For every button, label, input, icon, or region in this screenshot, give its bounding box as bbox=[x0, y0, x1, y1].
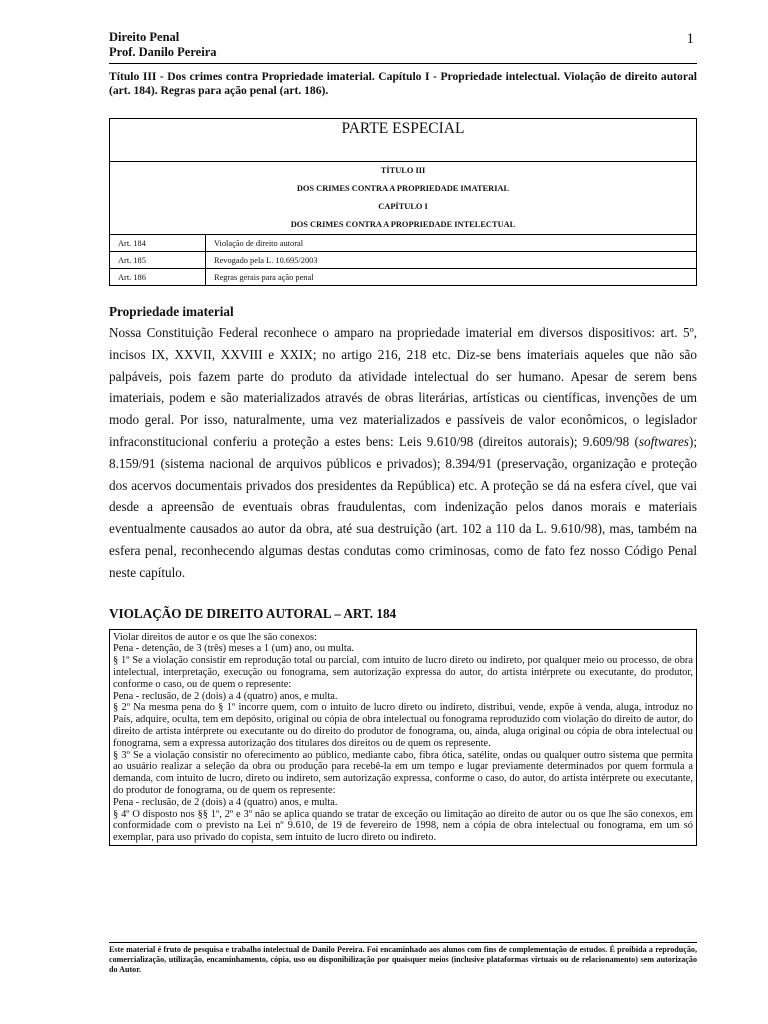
article-number: Art. 185 bbox=[110, 252, 206, 269]
article-number: Art. 186 bbox=[110, 269, 206, 286]
table-row bbox=[110, 235, 696, 252]
article-description: Violação de direito autoral bbox=[206, 235, 697, 252]
law-line: § 1º Se a violação consistir em reprodução total ou parcial, com intuito de lucro direto ou indireto, por qualquer meio ou processo, de obra intelectual, interpretação, execução ou fonograma, sem autorização expressa do autor, do artista intérprete ou executante, do produtor, conforme o caso, ou de quem o represente: bbox=[113, 655, 693, 690]
body-paragraph bbox=[109, 322, 697, 584]
section-heading-propriedade: Propriedade imaterial bbox=[109, 304, 234, 319]
title-line: DOS CRIMES CONTRA A PROPRIEDADE INTELECTUAL bbox=[290, 220, 516, 229]
law-text-box bbox=[109, 629, 697, 846]
page-number: 1 bbox=[686, 31, 694, 47]
law-line: Pena - reclusão, de 2 (dois) a 4 (quatro) anos, e multa. bbox=[113, 796, 338, 808]
document-page bbox=[109, 30, 697, 846]
article-number: Art. 184 bbox=[110, 235, 206, 252]
professor-name: Prof. Danilo Pereira bbox=[109, 45, 217, 59]
law-line: § 2º Na mesma pena do § 1º incorre quem, com o intuito de lucro direto ou indireto, distribui, vende, expõe à venda, aluga, introduz no País, adquire, oculta, tem em depósito, original ou cópia de obra intelectual ou fonograma reproduzido com violação do direito de autor, do direito de artista intérprete ou executante ou do direito do produtor de fonograma, ou, ainda, aluga original ou cópia de obra intelectual ou fonograma, sem a expressa autorização dos titulares dos direitos ou de quem os represente. bbox=[113, 702, 693, 749]
copyright-footer bbox=[109, 942, 697, 975]
law-line: § 4º O disposto nos §§ 1º, 2º e 3º não se aplica quando se tratar de exceção ou limitação ao direito de autor ou os que lhe são conexos, em conformidade com o previsto na Lei nº 9.610, de 19 de fevereiro de 1998, nem a cópia de obra intelectual ou fonograma, em um só exemplar, para uso privado do copista, sem intuito de lucro direto ou indireto. bbox=[113, 808, 693, 844]
document-subtitle: Título III - Dos crimes contra Propriedade imaterial. Capítulo I - Propriedade intelectual. Violação de direito autoral (art. 184). Regras para ação penal (art. 186). bbox=[109, 70, 697, 97]
paragraph-italic-term: softwares bbox=[638, 433, 689, 449]
table-row bbox=[110, 269, 696, 286]
law-line: § 3º Se a violação consistir no oferecimento ao público, mediante cabo, fibra ótica, satélite, ondas ou qualquer outro sistema que permita ao usuário realizar a seleção da obra ou produção para recebê-la em um tempo e lugar previamente determinados por quem formula a demanda, com intuito de lucro, direto ou indireto, sem autorização expressa, conforme o caso, do autor, do artista intérprete ou executante, do produtor de fonograma, ou de quem os represente: bbox=[113, 749, 693, 796]
table-row bbox=[110, 252, 696, 269]
title-line: CAPÍTULO I bbox=[378, 202, 428, 211]
law-line: Pena - detenção, de 3 (três) meses a 1 (um) ano, ou multa. bbox=[113, 643, 354, 655]
header-divider bbox=[109, 63, 697, 64]
articles-table bbox=[110, 234, 696, 285]
article-description: Revogado pela L. 10.695/2003 bbox=[206, 252, 697, 269]
law-line: Pena - reclusão, de 2 (dois) a 4 (quatro) anos, e multa. bbox=[113, 690, 338, 702]
page-header bbox=[109, 30, 697, 60]
special-part-title: PARTE ESPECIAL bbox=[110, 119, 696, 162]
title-line: TÍTULO III bbox=[380, 166, 426, 175]
law-line: Violar direitos de autor e os que lhe são conexos: bbox=[113, 631, 317, 643]
course-name: Direito Penal bbox=[109, 30, 180, 44]
paragraph-text: ); 8.159/91 (sistema nacional de arquivos públicos e privados); 8.394/91 (preservação, organização e proteção dos acervos documentais privados dos presidentes da República) etc. A proteção se dá na esfera cível, que vai desde a apreensão de eventuais obras fraudulentas, com indenização pelos danos morais e materiais eventualmente causados ao autor da obra, até sua destruição (art. 102 a 110 da L. 9.610/98), mas, também na esfera penal, reconhecendo algumas destas condutas como criminosas, como de fato fez nosso Código Penal neste capítulo. bbox=[109, 433, 697, 580]
special-part-box bbox=[109, 118, 697, 286]
article-description: Regras gerais para ação penal bbox=[206, 269, 697, 286]
footer-text: Este material é fruto de pesquisa e trabalho intelectual de Danilo Pereira. Foi encaminhado aos alunos com fins de complementação de estudos. É proibida a reprodução, comercialização, utilização, encaminhamento, cópia, uso ou disponibilização por quaisquer meios (inclusive plataformas virtuais ou de relacionamento) sem autorização do Autor. bbox=[109, 942, 697, 975]
paragraph-text: Nossa Constituição Federal reconhece o amparo na propriedade imaterial em diversos dispositivos: art. 5º, incisos IX, XXVII, XXVIII e XXIX; no artigo 216, 218 etc. Diz-se bens imateriais aqueles que não são palpáveis, pois fazem parte do produto da atividade intelectual do ser humano. Apesar de serem bens imateriais, podem e são materializados através de obras literárias, artísticas ou científicas, invenções de um modo geral. Por isso, naturalmente, uma vez materializados e passíveis de valor econômicos, o legislador infraconstitucional conferiu a proteção a estes bens: Leis 9.610/98 (direitos autorais); 9.609/98 ( bbox=[109, 325, 697, 449]
title-line: DOS CRIMES CONTRA A PROPRIEDADE IMATERIAL bbox=[296, 184, 510, 193]
section-heading-violacao: VIOLAÇÃO DE DIREITO AUTORAL – ART. 184 bbox=[109, 605, 397, 621]
